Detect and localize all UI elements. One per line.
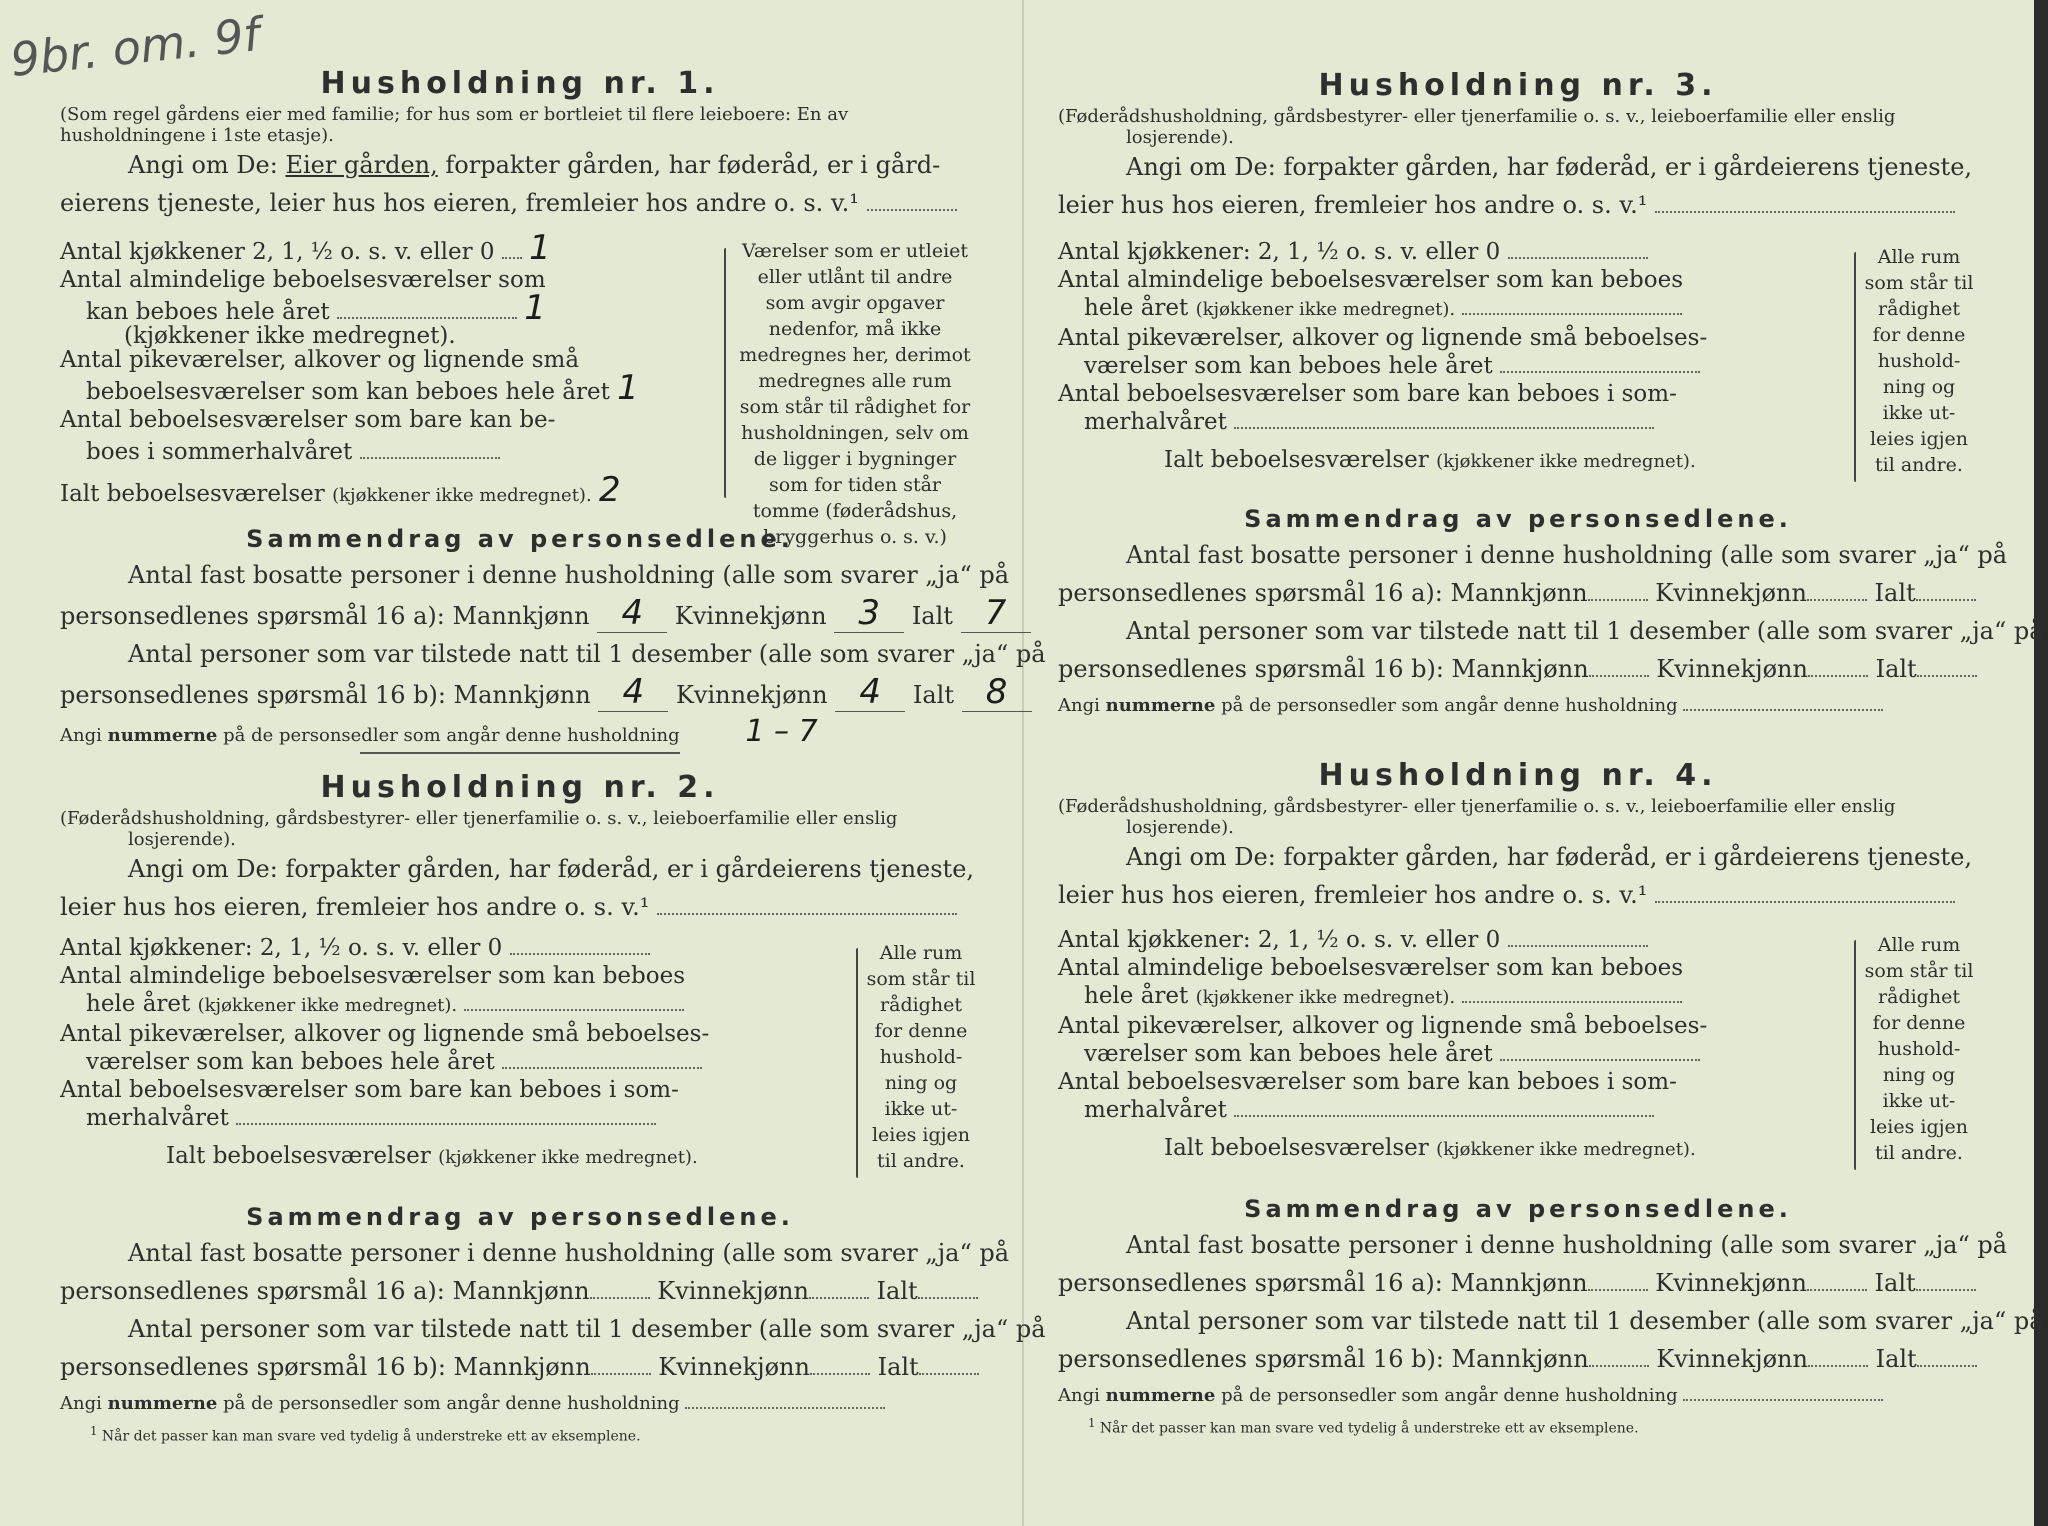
h4-summer-q4b: merhalvåret xyxy=(1058,1096,1718,1124)
h2-slip-numbers: Angi nummerne på de personsedler som angår denne husholdning xyxy=(60,1386,980,1422)
h1-side-brace xyxy=(724,248,726,498)
h3-small-rooms-q3: Antal pikeværelser, alkover og lignende små beboelses- xyxy=(1058,325,1708,351)
h2-rooms-q2b: hele året (kjøkkener ikke medregnet). xyxy=(60,990,720,1020)
household-1-angi: Angi om De: Eier gården, forpakter gården, har føderåd, er i gård- xyxy=(128,151,941,179)
h3-rooms-q2b: hele året (kjøkkener ikke medregnet). xyxy=(1058,294,1718,324)
h3-summer-q4b: merhalvåret xyxy=(1058,408,1718,436)
household-3-note: (Føderådshusholdning, gårdsbestyrer- eller tjenerfamilie o. s. v., leieboerfamilie eller enslig losjerende). xyxy=(1058,106,1896,148)
h4-summary-16a: personsedlenes spørsmål 16 a): Mannkjønn Kvinnekjønn Ialt xyxy=(1058,1264,1978,1302)
h1-rooms-q2: Antal almindelige beboelsesværelser som xyxy=(60,267,546,293)
h2-summary-16b: personsedlenes spørsmål 16 b): Mannkjønn Kvinnekjønn Ialt xyxy=(60,1348,980,1386)
h4-total-rooms: Ialt beboelsesværelser (kjøkkener ikke medregnet). xyxy=(1164,1135,1696,1161)
h2-summer-q4: Antal beboelsesværelser som bare kan beboes i som- xyxy=(60,1077,679,1103)
h1-small-rooms-q3: Antal pikeværelser, alkover og lignende små xyxy=(60,347,580,373)
household-1-angi-2: eierens tjeneste, leier hus hos eieren, fremleier hos andre o. s. v.¹ xyxy=(60,184,980,222)
household-3-title: Husholdning nr. 3. xyxy=(1318,68,1718,103)
h1-rooms-value: 1 xyxy=(524,288,546,328)
corner-handwritten-note: 9br. om. 9f xyxy=(7,7,263,87)
h2-summary-16a: personsedlenes spørsmål 16 a): Mannkjønn Kvinnekjønn Ialt xyxy=(60,1272,980,1310)
household-3-summary xyxy=(1058,502,2044,724)
h4-summer-q4: Antal beboelsesværelser som bare kan beboes i som- xyxy=(1058,1069,1677,1095)
h3-kitchens: Antal kjøkkener: 2, 1, ½ o. s. v. eller 0 xyxy=(1058,238,1718,266)
h1-summary-16b-intro: Antal personer som var tilstede natt til 1 desember (alle som svarer „ja“ på xyxy=(128,640,1046,668)
household-2 xyxy=(60,768,980,926)
household-2-angi: Angi om De: forpakter gården, har føderåd, er i gårdeierens tjeneste, xyxy=(128,855,975,883)
h1-side-note: Værelser som er utleiet eller utlånt til andre som avgir opgaver nedenfor, må ikke medregnes her, derimot medregnes alle rum som står til rådighet for husholdningen, selv om de ligger i bygninger som for tiden står tomme (føderådshus, bryggerhus o. s. v.) xyxy=(739,240,971,548)
household-3-angi-2: leier hus hos eieren, fremleier hos andre o. s. v.¹ xyxy=(1058,186,1978,224)
h2-side-note: Alle rum som står til rådighet for denne hushold-ning og ikke ut-leies igjen til andre. xyxy=(866,942,976,1172)
h1-total-rooms: Ialt beboelsesværelser (kjøkkener ikke medregnet). 2 xyxy=(60,470,621,510)
h1-slip-numbers-value: 1 – 7 xyxy=(745,714,818,749)
h1-summer-q4: Antal beboelsesværelser som bare kan be- xyxy=(60,407,556,433)
left-footnote: $^1$ Når det passer kan man svare ved tydelig å understreke ett av eksemplene. xyxy=(90,1424,641,1445)
h2-summary-16a-intro: Antal fast bosatte personer i denne husholdning (alle som svarer „ja“ på xyxy=(128,1239,1010,1267)
h1-total-value: 2 xyxy=(598,470,621,510)
h2-small-rooms-q3b: værelser som kan beboes hele året xyxy=(60,1048,720,1076)
household-4-angi: Angi om De: forpakter gården, har føderåd, er i gårdeierens tjeneste, xyxy=(1126,843,1973,871)
h4-side-brace xyxy=(1854,940,1856,1170)
h1-summer-q4b: boes i sommerhalvåret xyxy=(60,434,650,466)
h1-16a-female-value: 3 xyxy=(834,594,904,633)
left-page xyxy=(60,0,1046,1526)
h1-slip-numbers: Angi nummerne på de personsedler som angår denne husholdning 1 – 7 xyxy=(60,714,818,749)
household-2-title: Husholdning nr. 2. xyxy=(320,770,720,805)
h4-summary-title: Sammendrag av personsedlene. xyxy=(1244,1195,1792,1223)
household-2-angi-2: leier hus hos eieren, fremleier hos andre o. s. v.¹ xyxy=(60,888,980,926)
household-1-title: Husholdning nr. 1. xyxy=(320,66,720,101)
h1-kitchens: Antal kjøkkener 2, 1, ½ o. s. v. eller 0 1 xyxy=(60,228,551,268)
h2-summer-q4b: merhalvåret xyxy=(60,1104,720,1132)
household-4 xyxy=(1058,756,1978,914)
h4-small-rooms-q3b: værelser som kan beboes hele året xyxy=(1058,1040,1718,1068)
scan-edge xyxy=(2034,0,2048,1526)
household-4-title: Husholdning nr. 4. xyxy=(1318,758,1718,793)
h1-rooms-q2c: (kjøkkener ikke medregnet). xyxy=(124,323,456,349)
h3-rooms-q2: Antal almindelige beboelsesværelser som kan beboes xyxy=(1058,267,1684,293)
h1-separator xyxy=(360,752,680,754)
h2-side-brace xyxy=(856,948,858,1178)
household-3-rooms xyxy=(1058,238,1718,476)
h2-kitchens: Antal kjøkkener: 2, 1, ½ o. s. v. eller 0 xyxy=(60,934,720,962)
household-4-summary xyxy=(1058,1192,2044,1438)
h4-summary-16b: personsedlenes spørsmål 16 b): Mannkjønn Kvinnekjønn Ialt xyxy=(1058,1340,1978,1378)
household-4-rooms xyxy=(1058,926,1718,1164)
household-3 xyxy=(1058,66,1978,224)
household-2-summary xyxy=(60,1200,1046,1446)
h4-kitchens: Antal kjøkkener: 2, 1, ½ o. s. v. eller 0 xyxy=(1058,926,1718,954)
household-1-note: (Som regel gårdens eier med familie; for hus som er bortleiet til flere leieboere: En av husholdningene i 1ste etasje). xyxy=(60,104,849,146)
household-2-note: (Føderådshusholdning, gårdsbestyrer- eller tjenerfamilie o. s. v., leieboerfamilie eller enslig losjerende). xyxy=(60,808,898,850)
h1-16b-total-value: 8 xyxy=(962,673,1032,712)
h4-summary-16b-intro: Antal personer som var tilstede natt til 1 desember (alle som svarer „ja“ på xyxy=(1126,1307,2044,1335)
household-4-angi-2: leier hus hos eieren, fremleier hos andre o. s. v.¹ xyxy=(1058,876,1978,914)
household-1 xyxy=(60,64,980,222)
household-1-rooms xyxy=(60,228,650,510)
h1-kitchens-value: 1 xyxy=(529,228,551,268)
h4-small-rooms-q3: Antal pikeværelser, alkover og lignende små beboelses- xyxy=(1058,1013,1708,1039)
h1-16a-total-value: 7 xyxy=(961,594,1031,633)
h3-side-brace xyxy=(1854,252,1856,482)
household-4-note: (Føderådshusholdning, gårdsbestyrer- eller tjenerfamilie o. s. v., leieboerfamilie eller enslig losjerende). xyxy=(1058,796,1896,838)
h4-side-note: Alle rum som står til rådighet for denne hushold-ning og ikke ut-leies igjen til andre. xyxy=(1864,934,1974,1164)
h1-summary-16b: personsedlenes spørsmål 16 b): Mannkjønn 4 Kvinnekjønn 4 Ialt 8 xyxy=(60,673,980,714)
h1-16b-male-value: 4 xyxy=(598,673,668,712)
h2-total-rooms: Ialt beboelsesværelser (kjøkkener ikke medregnet). xyxy=(166,1143,698,1169)
h1-summary-title: Sammendrag av personsedlene. xyxy=(246,525,794,553)
h4-summary-16a-intro: Antal fast bosatte personer i denne husholdning (alle som svarer „ja“ på xyxy=(1126,1231,2008,1259)
h3-total-rooms: Ialt beboelsesværelser (kjøkkener ikke medregnet). xyxy=(1164,447,1696,473)
h1-16a-male-value: 4 xyxy=(597,594,667,633)
h3-small-rooms-q3b: værelser som kan beboes hele året xyxy=(1058,352,1718,380)
household-3-angi: Angi om De: forpakter gården, har føderåd, er i gårdeierens tjeneste, xyxy=(1126,153,1973,181)
h1-summary-16a-intro: Antal fast bosatte personer i denne husholdning (alle som svarer „ja“ på xyxy=(128,561,1010,589)
household-1-summary xyxy=(60,522,1046,754)
h1-small-rooms-value: 1 xyxy=(617,368,639,408)
h3-summary-16a-intro: Antal fast bosatte personer i denne husholdning (alle som svarer „ja“ på xyxy=(1126,541,2008,569)
h3-summer-q4: Antal beboelsesværelser som bare kan beboes i som- xyxy=(1058,381,1677,407)
household-2-rooms xyxy=(60,934,720,1172)
h1-rooms-q2b: kan beboes hele året 1 xyxy=(86,288,546,328)
h4-rooms-q2b: hele året (kjøkkener ikke medregnet). xyxy=(1058,982,1718,1012)
h3-summary-title: Sammendrag av personsedlene. xyxy=(1244,505,1792,533)
h2-summary-title: Sammendrag av personsedlene. xyxy=(246,1203,794,1231)
h3-summary-16b-intro: Antal personer som var tilstede natt til 1 desember (alle som svarer „ja“ på xyxy=(1126,617,2044,645)
h3-side-note: Alle rum som står til rådighet for denne hushold-ning og ikke ut-leies igjen til andre. xyxy=(1864,246,1974,476)
h2-small-rooms-q3: Antal pikeværelser, alkover og lignende små beboelses- xyxy=(60,1021,710,1047)
right-footnote: $^1$ Når det passer kan man svare ved tydelig å understreke ett av eksemplene. xyxy=(1088,1416,1639,1437)
h2-rooms-q2: Antal almindelige beboelsesværelser som kan beboes xyxy=(60,963,686,989)
answer-eier-garden: Eier gården, xyxy=(285,151,438,179)
page-fold xyxy=(1022,0,1024,1526)
h1-small-rooms-q3b: beboelsesværelser som kan beboes hele året 1 xyxy=(86,368,639,408)
h4-rooms-q2: Antal almindelige beboelsesværelser som kan beboes xyxy=(1058,955,1684,981)
h3-summary-16b: personsedlenes spørsmål 16 b): Mannkjønn Kvinnekjønn Ialt xyxy=(1058,650,1978,688)
h3-summary-16a: personsedlenes spørsmål 16 a): Mannkjønn Kvinnekjønn Ialt xyxy=(1058,574,1978,612)
h4-slip-numbers: Angi nummerne på de personsedler som angår denne husholdning xyxy=(1058,1378,1978,1414)
right-page xyxy=(1058,0,2044,1526)
h2-summary-16b-intro: Antal personer som var tilstede natt til 1 desember (alle som svarer „ja“ på xyxy=(128,1315,1046,1343)
h3-slip-numbers: Angi nummerne på de personsedler som angår denne husholdning xyxy=(1058,688,1978,724)
h1-16b-female-value: 4 xyxy=(835,673,905,712)
h1-summary-16a: personsedlenes spørsmål 16 a): Mannkjønn 4 Kvinnekjønn 3 Ialt 7 xyxy=(60,594,980,635)
